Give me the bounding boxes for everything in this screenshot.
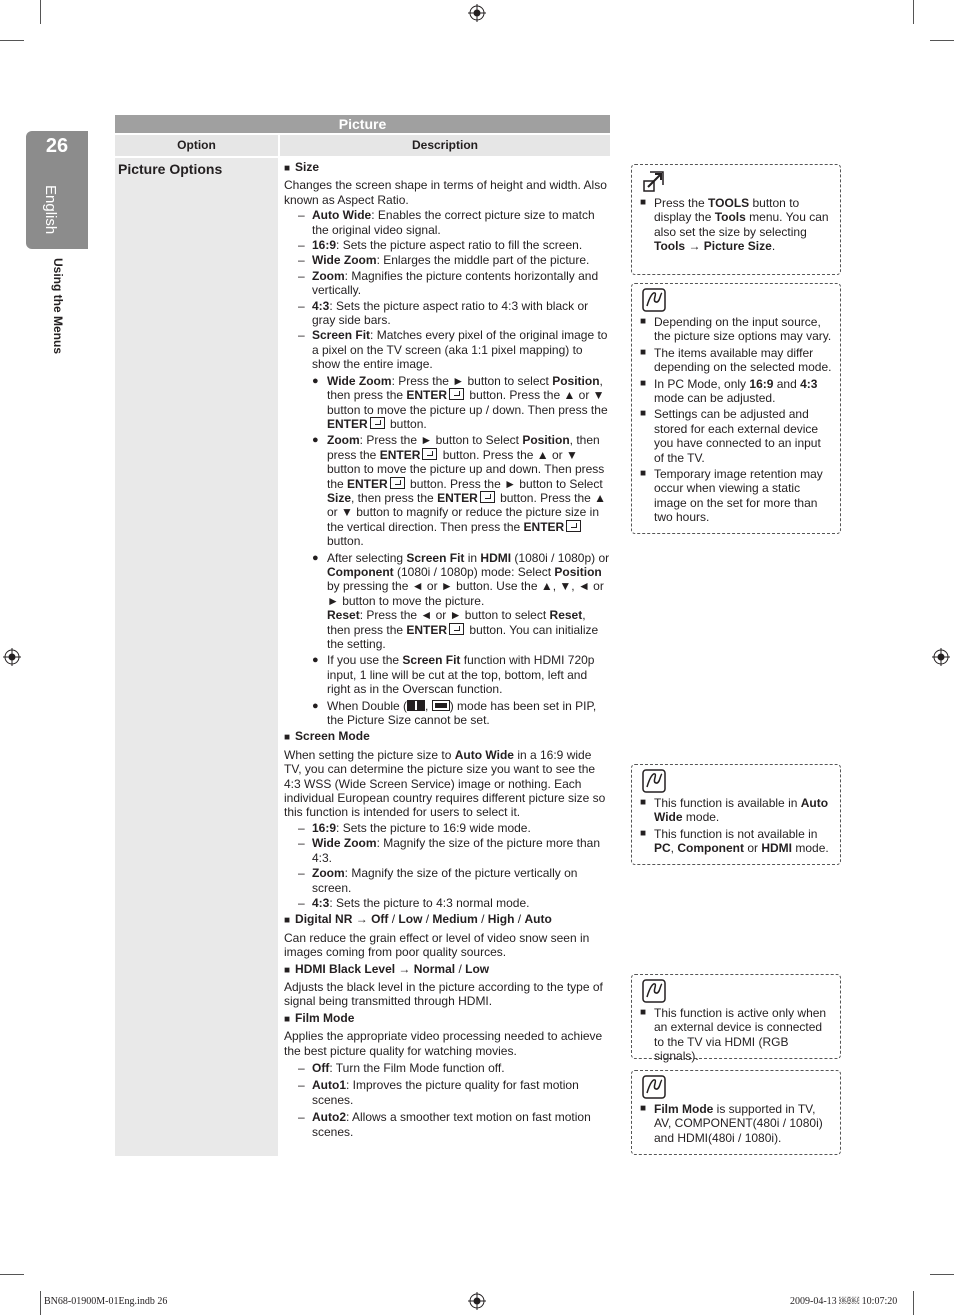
note-item: ■ Settings can be adjusted and stored for each external device you have connected to an input of the TV. [640,407,821,465]
enter-icon [449,388,464,400]
page-number: 26 [45,135,69,157]
list-item: – Auto1: Improves the picture quality for fast motion scenes. [298,1078,579,1107]
pip-double-alt-icon [432,700,450,711]
note-item: ■ This function is active only when an external device is connected to the TV via HDMI (RGB signals). [640,1006,827,1064]
note-icon [642,288,666,312]
screen-mode-intro: When setting the picture size to Auto Wide in a 16:9 wide TV, you can determine the picture size you want to see the 4:3 WSS (Wide Screen Service) image or nothing. Each individual European country requires different picture size so this function is intended for users to select it. [284,747,606,820]
pip-double-icon [407,700,425,711]
digital-nr-heading: ■ Digital NR → Off / Low / Medium / High / Auto [284,912,552,927]
list-item: – 4:3: Sets the picture aspect ratio to 4:3 with black or gray side bars. [298,298,589,328]
bullet-hdmi-720p: ● If you use the Screen Fit function with HDMI 720p input, 1 line will be cut at the top, bottom, left and right as in the Overscan function. [312,653,595,697]
screen-mode-notes [631,764,841,865]
enter-icon [422,448,437,460]
page-tab [26,131,88,249]
registration-mark-icon [3,648,21,666]
note-item: ■ Temporary image retention may occur when viewing a static image on the set for more than two hours. [640,467,823,525]
note-icon [642,979,666,1003]
list-item: – 16:9: Sets the picture aspect ratio to fill the screen. [298,238,583,253]
list-item: – Zoom: Magnify the size of the picture vertically on screen. [298,866,578,895]
note-item: ■ Film Mode is supported in TV, AV, COMPONENT(480i / 1080i) and HDMI(480i / 1080i). [640,1102,823,1145]
size-notes [631,283,841,534]
footer-timestamp: 2009-04-13 ￼￼ 10:07:20 [790,1296,898,1307]
note-item: ■ Press the TOOLS button to display the Tools menu. You can also set the size by selecting Tools → Picture Size. [640,196,829,254]
hdmi-black-level-note [631,974,841,1064]
list-item: – Off: Turn the Film Mode function off. [298,1060,505,1075]
footer-file: BN68-01900M-01Eng.indb 26 [44,1296,168,1307]
enter-icon [566,520,581,532]
hdmi-black-level-text: Adjusts the black level in the picture according to the type of signal being transmitted through HDMI. [284,979,603,1009]
note-icon [642,769,666,793]
note-icon [642,1075,666,1099]
bullet-pip: ● When Double ( , ) mode has been set in PIP, the Picture Size cannot be set. [312,698,597,728]
list-item: – 4:3: Sets the picture to 4:3 normal mode. [298,895,530,910]
note-item: ■ In PC Mode, only 16:9 and 4:3 mode can be adjusted. [640,376,818,406]
list-item: – Wide Zoom: Magnify the size of the picture more than 4:3. [298,836,601,865]
list-item: – Zoom: Magnifies the picture contents horizontally and vertically. [298,268,599,298]
table-title: Picture [115,115,610,133]
option-name: Picture Options [118,161,223,177]
size-heading: ■ Size [284,160,320,174]
note-item: ■ This function is not available in PC, Component or HDMI mode. [640,826,829,856]
description-column [284,160,610,1139]
film-mode-heading: ■ Film Mode [284,1010,355,1025]
column-header-option: Option [115,135,278,156]
registration-mark-icon [468,1292,486,1310]
tools-note [631,164,841,275]
film-mode-text: Applies the appropriate video processing needed to achieve the best picture quality for watching movies. [284,1029,603,1058]
language-label: English [42,185,59,235]
registration-mark-icon [932,648,950,666]
bullet-wide-zoom: ● Wide Zoom: Press the ► button to select Position, then press the ENTER button. Press the ▲ or ▼ button to move the picture up / down. Then press the ENTER button. [312,373,608,431]
list-item: – 16:9: Sets the picture to 16:9 wide mode. [298,820,531,835]
note-item: ■ This function is available in Auto Wide mode. [640,796,829,825]
note-item: ■ Depending on the input source, the picture size options may vary. [640,315,832,344]
enter-icon [480,491,495,503]
note-item: ■ The items available may differ depending on the selected mode. [640,345,832,375]
bullet-screen-fit: ● After selecting Screen Fit in HDMI (1080i / 1080p) or Component (1080i / 1080p) mode: Select Position by pressing the ◄ or ► button. Use the ▲, ▼, ◄ or ► button to move the picture. Reset: Press the ◄ or ► button to select Reset, then press the ENTER button. You can initialize the setting. [312,550,610,651]
option-column [115,158,278,1156]
registration-mark-icon [468,4,486,22]
enter-icon [390,477,405,489]
film-mode-note [631,1070,841,1155]
list-item: – Auto2: Allows a smoother text motion on fast motion scenes. [298,1110,591,1139]
hdmi-black-level-heading: ■ HDMI Black Level → Normal / Low [284,961,490,976]
list-item: – Wide Zoom: Enlarges the middle part of the picture. [298,253,590,268]
column-header-description: Description [280,135,610,156]
digital-nr-text: Can reduce the grain effect or level of video snow seen in images coming from poor quality sources. [284,930,590,960]
enter-icon [370,417,385,429]
tools-icon [642,169,666,193]
bullet-zoom: ● Zoom: Press the ► button to Select Position, then press the ENTER button. Press the ▲ or ▼ button to move the picture up and down. Then press the ENTER button. Press the ► button to Select Size, then press the ENTER button. Press the ▲ or ▼ button to magnify or reduce the picture size in the vertical direction. Then press the ENTER button. [312,433,607,549]
size-intro: Changes the screen shape in terms of height and width. Also known as Aspect Ratio. [284,178,607,207]
section-label: Using the Menus [51,258,65,355]
list-item: – Screen Fit: Matches every pixel of the original image to a pixel on the TV screen (aka 1:1 pixel mapping) to show the entire image. [298,328,608,372]
list-item: – Auto Wide: Enables the correct picture size to match the original video signal. [298,208,595,237]
enter-icon [449,623,464,635]
screen-mode-heading: ■ Screen Mode [284,729,370,744]
